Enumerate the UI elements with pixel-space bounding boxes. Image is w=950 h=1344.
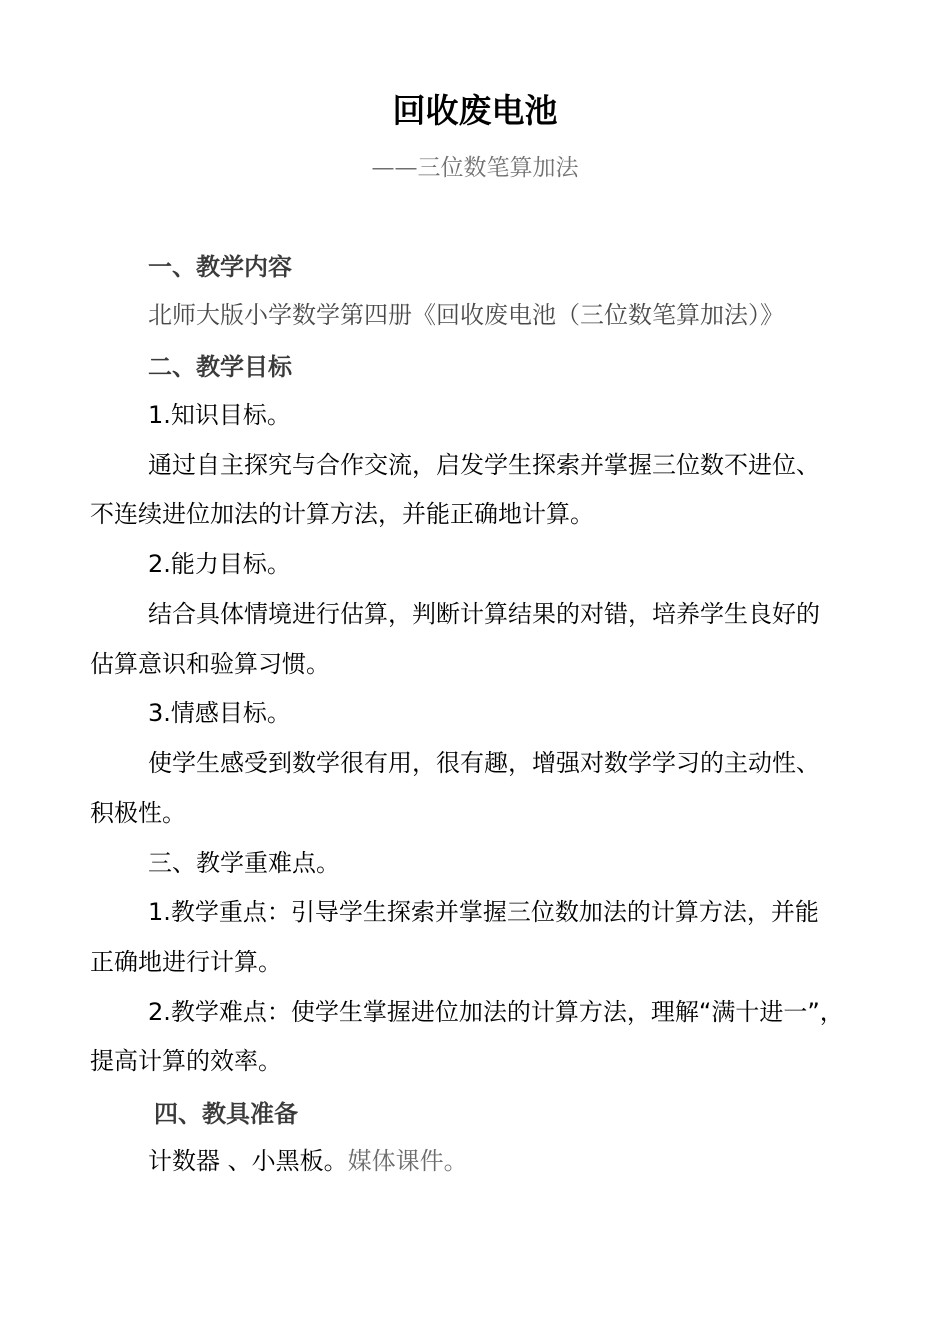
document-subtitle: ——三位数笔算加法 — [371, 155, 579, 181]
teaching-difficulty-line-2: 提高计算的效率。 — [90, 1047, 282, 1075]
emotion-goal-line-1: 使学生感受到数学很有用，很有趣，增强对数学学习的主动性、 — [148, 749, 820, 777]
document-title: 回收废电池 — [392, 91, 558, 130]
teaching-focus-line-2: 正确地进行计算。 — [90, 948, 282, 976]
knowledge-goal-line-1: 通过自主探究与合作交流，启发学生探索并掌握三位数不进位、 — [148, 451, 820, 479]
tools-line — [148, 1143, 868, 1179]
section-heading-key-points: 三、教学重难点。 — [148, 849, 340, 877]
knowledge-goal-line-2: 不连续进位加法的计算方法，并能正确地计算。 — [90, 500, 594, 528]
emotion-goal-line-2: 积极性。 — [90, 799, 186, 827]
content-text: 北师大版小学数学第四册《回收废电池（三位数笔算加法）》 — [148, 301, 784, 329]
knowledge-goal-label: 1.知识目标。 — [148, 401, 291, 429]
section-heading-goals: 二、教学目标 — [148, 353, 292, 381]
ability-goal-line-1: 结合具体情境进行估算，判断计算结果的对错，培养学生良好的 — [148, 600, 820, 628]
section-heading-content: 一、教学内容 — [148, 253, 292, 281]
teaching-difficulty-line-1: 2.教学难点：使学生掌握进位加法的计算方法，理解“满十进一”， — [148, 998, 844, 1026]
emotion-goal-label: 3.情感目标。 — [148, 699, 291, 727]
ability-goal-line-2: 估算意识和验算习惯。 — [90, 650, 330, 678]
section-heading-tools: 四、教具准备 — [154, 1100, 298, 1128]
tools-main: 计数器 、小黑板。 — [148, 1147, 348, 1175]
teaching-focus-line-1: 1.教学重点：引导学生探索并掌握三位数加法的计算方法，并能 — [148, 898, 819, 926]
ability-goal-label: 2.能力目标。 — [148, 550, 291, 578]
tools-extra: 媒体课件。 — [347, 1147, 468, 1175]
